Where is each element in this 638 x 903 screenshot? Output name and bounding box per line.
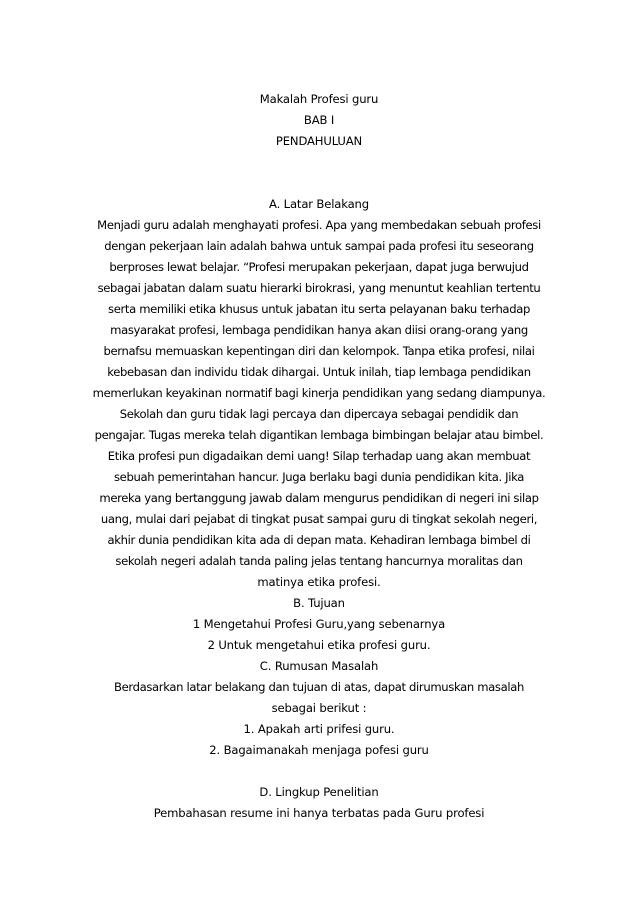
paragraph-line: matinya etika profesi. <box>257 575 381 589</box>
paragraph-line: serta memiliki etika khusus untuk jabatan itu serta pelayanan baku terhadap <box>108 302 530 316</box>
list-item: 1 Mengetahui Profesi Guru,yang sebenarnya <box>192 617 446 631</box>
chapter-number: BAB I <box>303 113 335 127</box>
paragraph-line: sebuah pemerintahan hancur. Juga berlaku bagi dunia pendidikan kita. Jika <box>113 470 524 484</box>
paragraph-line: masyarakat profesi, lembaga pendidikan hanya akan diisi orang-orang yang <box>110 323 528 337</box>
list-item: 2 Untuk mengetahui etika profesi guru. <box>207 638 431 652</box>
paragraph-line: Menjadi guru adalah menghayati profesi. Apa yang membedakan sebuah profesi <box>97 218 541 232</box>
list-item: 1. Apakah arti prifesi guru. <box>243 722 395 736</box>
paragraph-line: sebagai jabatan dalam suatu hierarki birokrasi, yang menuntut keahlian tertentu <box>97 281 541 295</box>
paragraph-line: sebagai berikut : <box>271 701 367 715</box>
paragraph-line: mereka yang bertanggung jawab dalam mengurus pendidikan di negeri ini silap <box>99 491 539 505</box>
paragraph-line: Berdasarkan latar belakang dan tujuan di atas, dapat dirumuskan masalah <box>113 680 524 694</box>
paragraph-line: akhir dunia pendidikan kita ada di depan mata. Kehadiran lembaga bimbel di <box>107 533 531 547</box>
document-title: Makalah Profesi guru <box>259 92 379 106</box>
list-item: 2. Bagaimanakah menjaga pofesi guru <box>209 743 429 757</box>
paragraph-line: Pembahasan resume ini hanya terbatas pada Guru profesi <box>153 806 485 820</box>
paragraph-line: memerlukan keyakinan normatif bagi kinerja pendidikan yang sedang diampunya. <box>92 386 546 400</box>
section-a-heading: A. Latar Belakang <box>269 197 369 211</box>
paragraph-line: Sekolah dan guru tidak lagi percaya dan dipercaya sebagai pendidik dan <box>119 407 519 421</box>
paragraph-line: pengajar. Tugas mereka telah digantikan lembaga bimbingan belajar atau bimbel. <box>94 428 544 442</box>
paragraph-line: uang, mulai dari pejabat di tingkat pusat sampai guru di tingkat sekolah negeri, <box>100 512 538 526</box>
paragraph-line: Etika profesi pun digadaikan demi uang! Silap terhadap uang akan membuat <box>107 449 531 463</box>
paragraph-line: sekolah negeri adalah tanda paling jelas tentang hancurnya moralitas dan <box>115 554 523 568</box>
paragraph-line: berproses lewat belajar. “Profesi merupakan pekerjaan, dapat juga berwujud <box>109 260 529 274</box>
chapter-title: PENDAHULUAN <box>275 134 363 148</box>
section-b-heading: B. Tujuan <box>293 596 345 610</box>
section-c-heading: C. Rumusan Masalah <box>259 659 379 673</box>
paragraph-line: dengan pekerjaan lain adalah bahwa untuk sampai pada profesi itu seseorang <box>104 239 534 253</box>
paragraph-line: bernafsu memuaskan kepentingan diri dan kelompok. Tanpa etika profesi, nilai <box>103 344 535 358</box>
section-d-heading: D. Lingkup Penelitian <box>259 785 379 799</box>
paragraph-line: kebebasan dan individu tidak dihargai. Untuk inilah, tiap lembaga pendidikan <box>107 365 531 379</box>
